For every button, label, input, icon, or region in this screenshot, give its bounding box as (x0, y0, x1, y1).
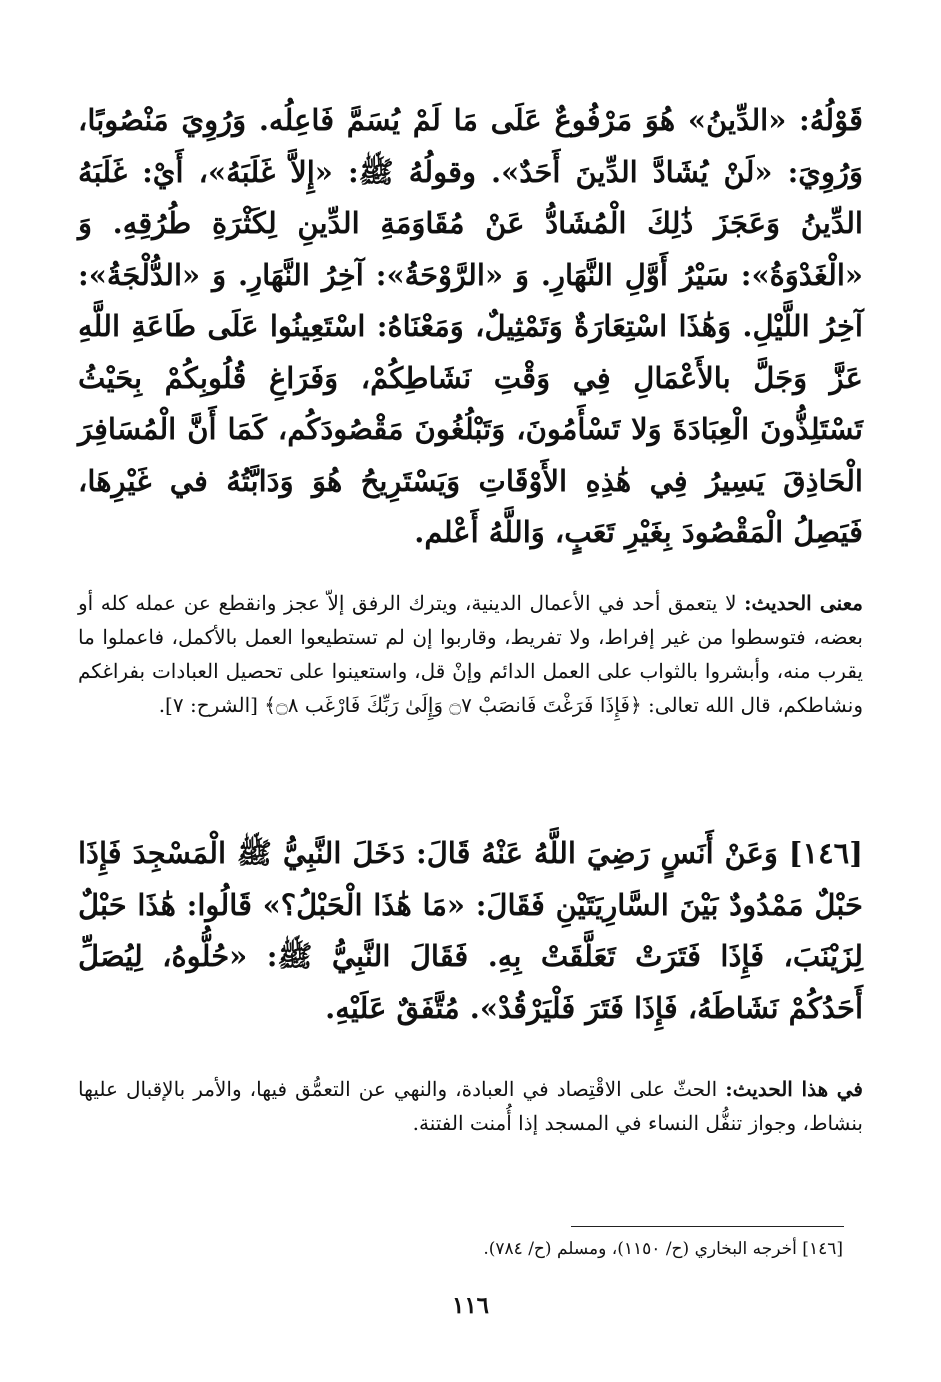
benefit-label: في هذا الحديث: (725, 1077, 863, 1101)
commentary-paragraph (78, 95, 863, 559)
meaning-label: معنى الحديث: (744, 591, 863, 615)
footnote-text: [١٤٦] أخرجه البخاري (ح/ ١١٥٠)، ومسلم (ح/ ٧٨٤). (483, 1239, 843, 1259)
meaning-paragraph (78, 586, 863, 722)
footnote (240, 1234, 843, 1264)
commentary-text: قَوْلُهُ: «الدِّينُ» هُوَ مَرْفُوعٌ عَلَى مَا لَمْ يُسَمَّ فَاعِلُه. وَرُوِيَ مَنْصُوبًا، وَرُوِيَ: «لَنْ يُشَادَّ الدِّينَ أَحَدٌ». وقولُهُ ﷺ: «إِلاَّ غَلَبَهُ»، أَيْ: غَلَبَهُ الدِّينُ وَعَجَزَ ذَٰلِكَ الْمُشَادُّ عَنْ مُقَاوَمَةِ الدِّينِ لِكَثْرَةِ طُرُقِهِ. وَ «الْغَدْوَةُ»: سَيْرُ أَوَّلِ النَّهَارِ. وَ «الرَّوْحَةُ»: آخِرُ النَّهَارِ. وَ «الدُّلْجَةُ»: آخِرُ اللَّيْلِ. وَهَٰذَا اسْتِعَارَةٌ وَتَمْثِيلٌ، وَمَعْنَاهُ: اسْتَعِينُوا عَلَى طَاعَةِ اللَّهِ عَزَّ وَجَلَّ بالأَعْمَالِ فِي وَقْتِ نَشَاطِكُمْ، وَفَرَاغِ قُلُوبِكُمْ بِحَيْثُ تَسْتَلِذُّونَ الْعِبَادَةَ وَلا تَسْأَمُونَ، وَتَبْلُغُونَ مَقْصُودَكُم، كَمَا أَنَّ الْمُسَافِرَ الْحَاذِقَ يَسِيرُ فِي هَٰذِهِ الأَوْقَاتِ وَيَسْتَرِيحُ هُوَ وَدَابَّتُهُ في غَيْرِهَا، فَيَصِلُ الْمَقْصُودَ بِغَيْرِ تَعَبٍ، وَاللَّهُ أَعْلم. (78, 103, 863, 549)
footnote-divider (571, 1226, 844, 1227)
benefit-text: الحثّ على الاقْتِصاد في العبادة، والنهي عن التعمُّق فيها، والأمر بالإقبال عليها بنشاط، وجواز تنفُّل النساء في المسجد إذا أُمنت الفتنة. (78, 1077, 863, 1135)
hadith-text: [١٤٦] وَعَنْ أَنَسٍ رَضِيَ اللَّهُ عَنْهُ قَالَ: دَخَلَ النَّبِيُّ ﷺ الْمَسْجِدَ فَإِذَا حَبْلٌ مَمْدُودٌ بَيْنَ السَّارِيَتَيْنِ فَقَالَ: «مَا هَٰذَا الْحَبْلُ؟» قَالُوا: هَٰذَا حَبْلٌ لِزَيْنَبَ، فَإِذَا فَتَرَتْ تَعَلَّقَتْ بِهِ. فَقَالَ النَّبِيُّ ﷺ: «حُلُّوهُ، لِيُصَلِّ أَحَدُكُمْ نَشَاطَهُ، فَإِذَا فَتَرَ فَلْيَرْقُدْ». مُتَّفَقٌ عَلَيْهِ. (78, 836, 863, 1025)
meaning-text: لا يتعمق أحد في الأعمال الدينية، ويترك الرفق إلاّ عجز وانقطع عن عمله كله أو بعضه، فتوسطوا من غير إفراط، ولا تفريط، وقاربوا إن لم تستطيعوا العمل بالأكمل، فاعملوا ما يقرب منه، وأبشروا بالثواب على العمل الدائم وإنْ قل، واستعينوا على تحصيل العبادات بفراغكم ونشاطكم، قال الله تعالى: ﴿فَإِذَا فَرَغْتَ فَانصَبْ ۝٧ وَإِلَىٰ رَبِّكَ فَارْغَب ۝٨﴾ [الشرح: ٧]. (78, 591, 863, 717)
hadith-paragraph (78, 828, 863, 1034)
page-number: ١١٦ (451, 1292, 490, 1319)
benefit-paragraph (78, 1072, 863, 1140)
